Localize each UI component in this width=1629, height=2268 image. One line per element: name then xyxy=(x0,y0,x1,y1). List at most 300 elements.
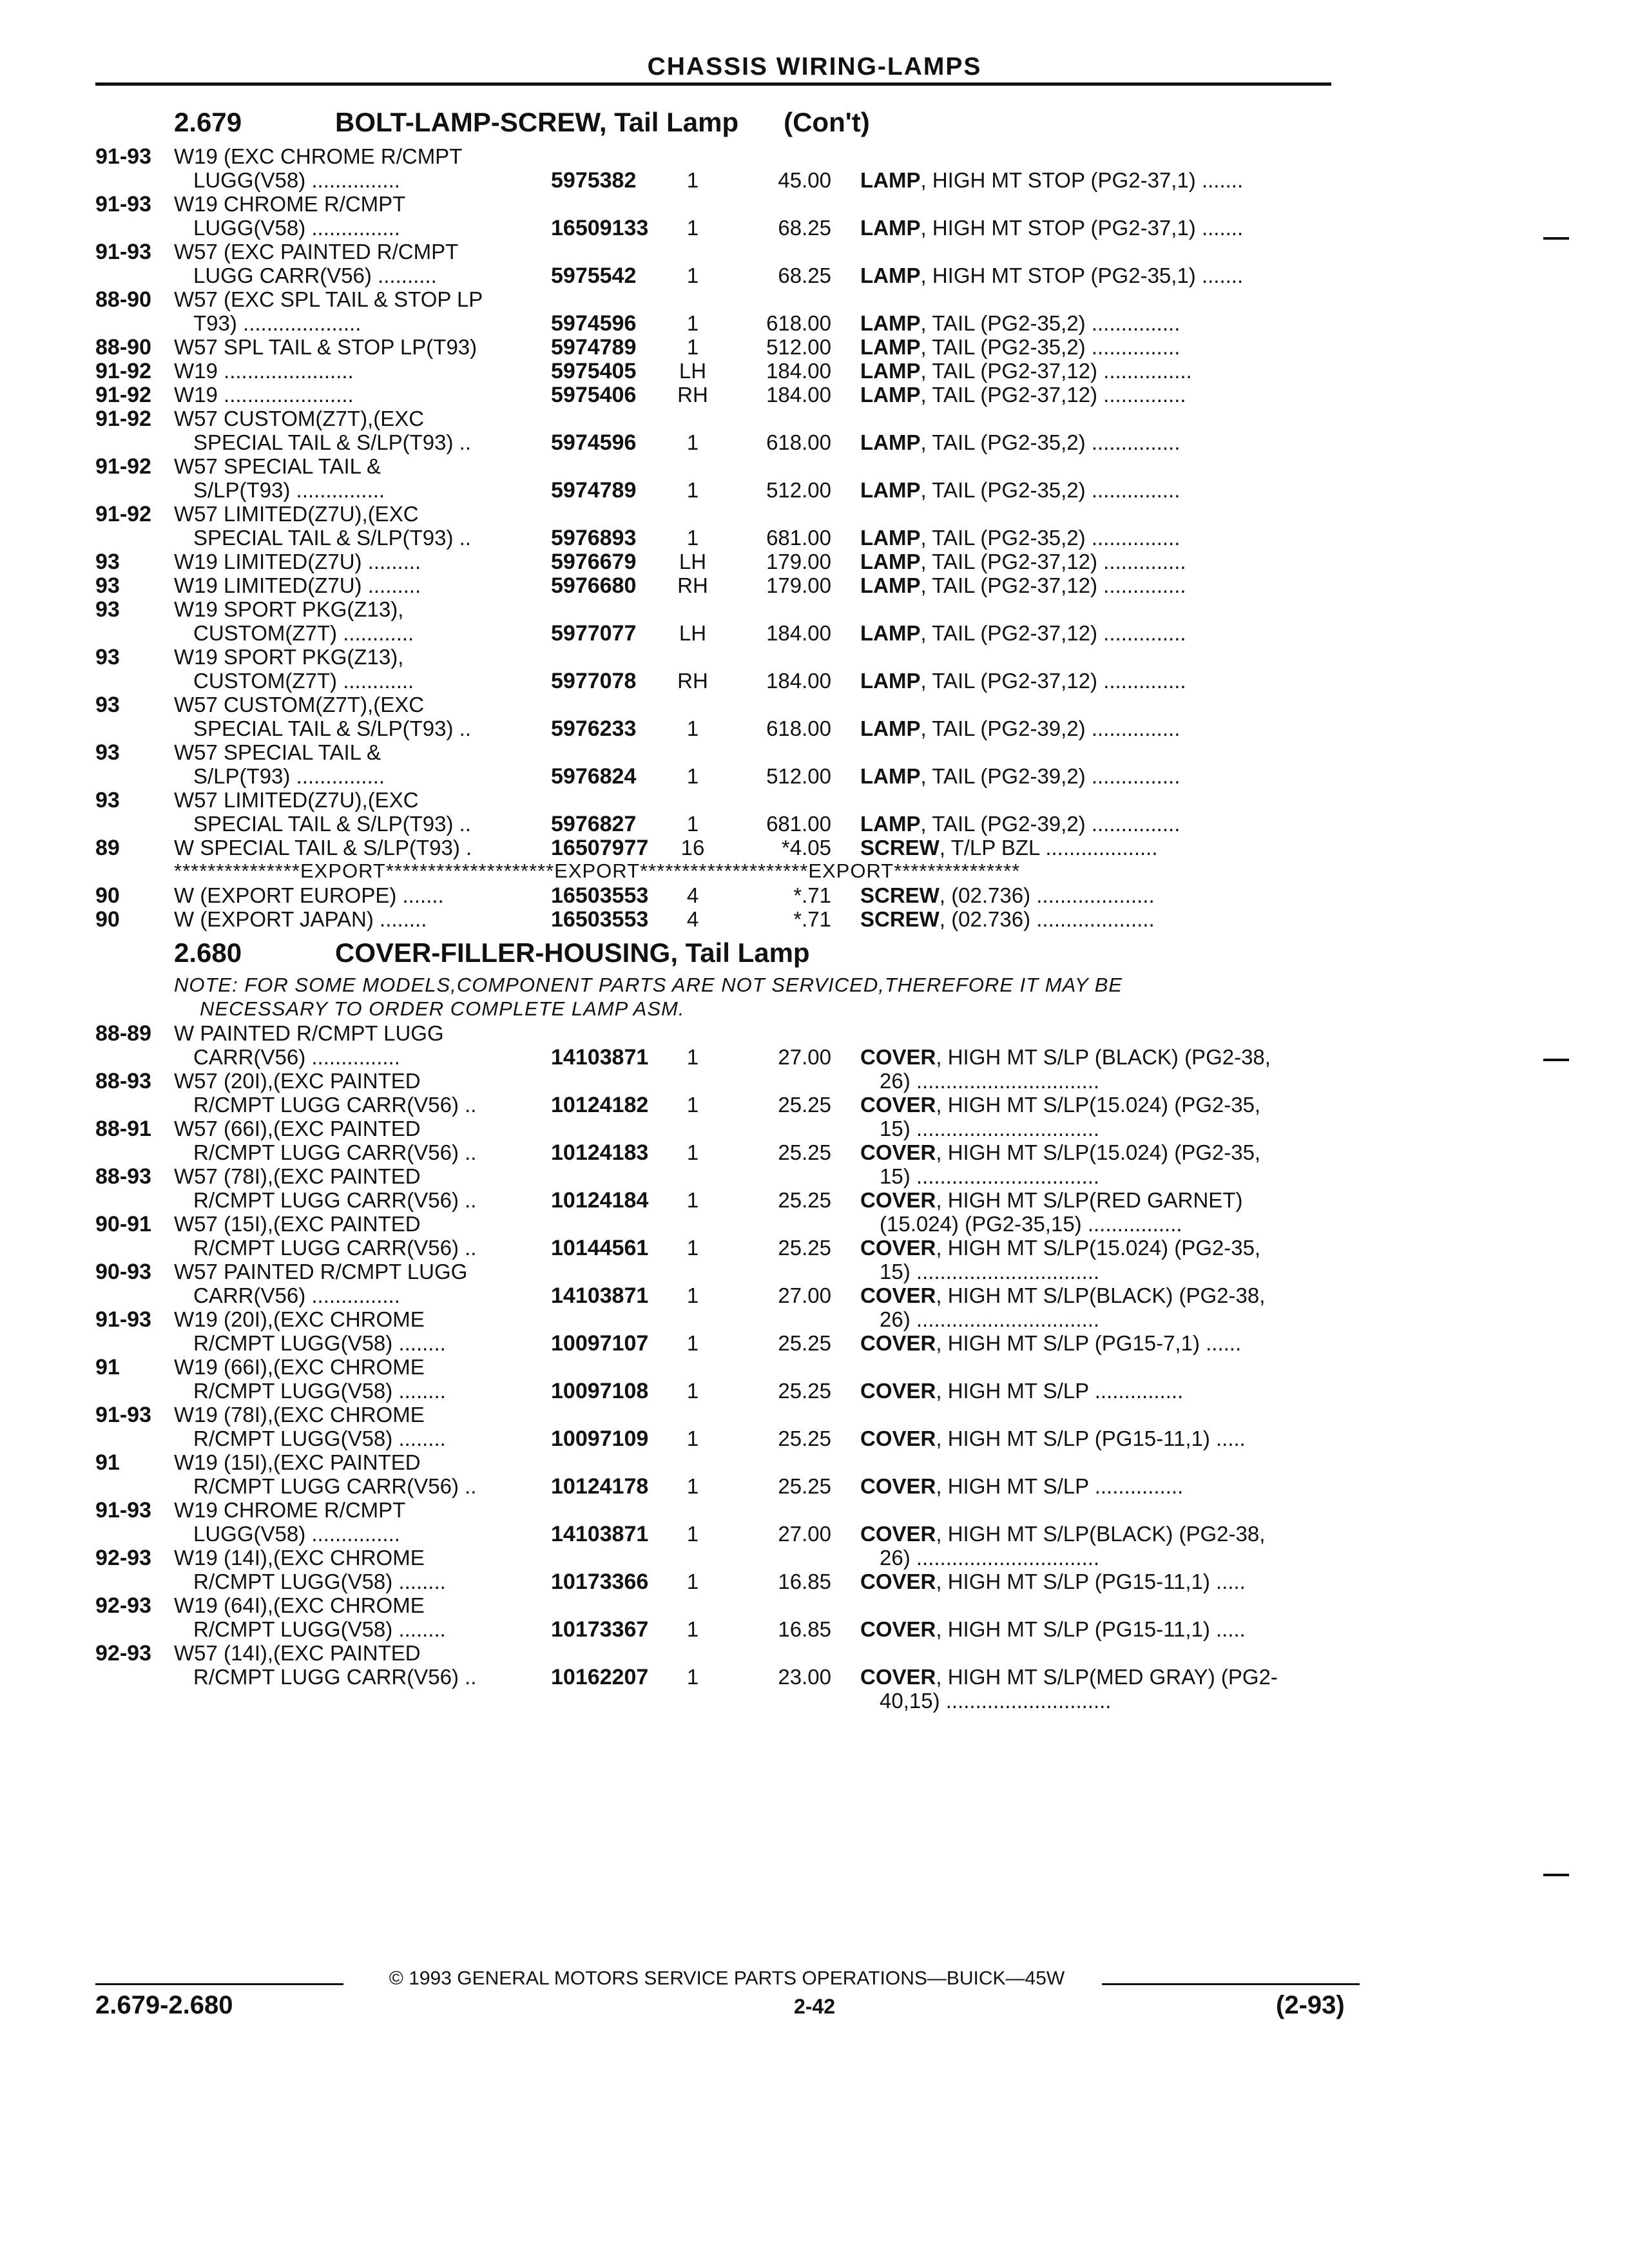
row-quantity: 1 xyxy=(686,335,699,359)
row-price: 184.00 xyxy=(766,621,831,645)
part-noun: LAMP, TAIL (PG2-39,2) ............... xyxy=(860,764,1181,788)
row-quantity: 1 xyxy=(686,1570,699,1593)
noun-detail: HIGH MT S/LP (PG15-11,1) ..... xyxy=(947,1617,1246,1641)
row-price: 25.25 xyxy=(778,1427,831,1450)
row-years: 91-92 xyxy=(95,454,151,479)
section-note: NOTE: FOR SOME MODELS,COMPONENT PARTS ARE NOT SERVICED,THEREFORE IT MAY BE xyxy=(174,974,1123,996)
row-years: 90 xyxy=(95,907,120,932)
part-number: 5977077 xyxy=(551,621,637,646)
part-noun: LAMP, TAIL (PG2-35,2) ............... xyxy=(860,311,1181,335)
row-description: W19 CHROME R/CMPT xyxy=(174,1498,406,1522)
noun-detail-continued: 26) ............................... xyxy=(880,1546,1100,1570)
row-description: W19 (64I),(EXC CHROME xyxy=(174,1593,425,1617)
row-price: 618.00 xyxy=(766,716,831,740)
row-description: W57 (14I),(EXC PAINTED xyxy=(174,1641,421,1665)
part-number: 5976893 xyxy=(551,526,637,550)
row-quantity: 1 xyxy=(686,716,699,740)
row-years: 91 xyxy=(95,1355,120,1379)
noun-detail: HIGH MT S/LP (PG15-7,1) ...... xyxy=(947,1331,1242,1355)
row-description: W (EXPORT EUROPE) ....... xyxy=(174,883,444,907)
noun-name: LAMP xyxy=(860,573,921,597)
row-description: R/CMPT LUGG CARR(V56) .. xyxy=(193,1474,477,1498)
row-years: 89 xyxy=(95,836,120,860)
row-quantity: 1 xyxy=(686,1283,699,1307)
row-quantity: 1 xyxy=(686,1140,699,1164)
row-price: 681.00 xyxy=(766,526,831,550)
noun-name: COVER xyxy=(860,1617,936,1641)
part-noun: LAMP, HIGH MT STOP (PG2-37,1) ....... xyxy=(860,216,1244,240)
row-description: W19 (78I),(EXC CHROME xyxy=(174,1403,425,1427)
part-number: 10124182 xyxy=(551,1093,649,1117)
row-quantity: 16 xyxy=(680,836,705,860)
row-quantity: 4 xyxy=(686,883,699,907)
row-description: W19 LIMITED(Z7U) ......... xyxy=(174,550,421,573)
row-description: W57 PAINTED R/CMPT LUGG xyxy=(174,1260,468,1283)
part-number: 5976679 xyxy=(551,550,637,574)
part-noun: COVER, HIGH MT S/LP (PG15-11,1) ..... xyxy=(860,1427,1246,1450)
row-description: CARR(V56) ............... xyxy=(193,1045,400,1069)
row-quantity: 1 xyxy=(686,764,699,788)
noun-name: LAMP xyxy=(860,216,921,240)
noun-detail: (02.736) .................... xyxy=(951,907,1155,931)
row-price: *.71 xyxy=(793,907,831,931)
noun-name: SCREW xyxy=(860,836,940,860)
part-number: 5975406 xyxy=(551,383,637,407)
row-description: R/CMPT LUGG CARR(V56) .. xyxy=(193,1188,477,1212)
part-number: 10124184 xyxy=(551,1188,649,1213)
row-price: 25.25 xyxy=(778,1093,831,1117)
row-years: 92-93 xyxy=(95,1593,151,1618)
row-description: W PAINTED R/CMPT LUGG xyxy=(174,1021,444,1045)
part-number: 14103871 xyxy=(551,1522,649,1546)
noun-detail-continued: 15) ............................... xyxy=(880,1260,1100,1283)
row-description: CARR(V56) ............... xyxy=(193,1283,400,1307)
row-description: W57 (EXC PAINTED R/CMPT xyxy=(174,240,459,264)
row-description: LUGG CARR(V56) .......... xyxy=(193,264,437,287)
part-number: 16509133 xyxy=(551,216,649,240)
noun-detail: TAIL (PG2-35,2) ............... xyxy=(932,526,1181,550)
row-description: W57 (78I),(EXC PAINTED xyxy=(174,1164,421,1188)
part-noun: COVER, HIGH MT S/LP (PG15-11,1) ..... xyxy=(860,1570,1246,1593)
noun-name: COVER xyxy=(860,1474,936,1498)
continued-label: (Con't) xyxy=(784,107,870,137)
noun-name: LAMP xyxy=(860,168,921,192)
noun-name: COVER xyxy=(860,1188,936,1212)
noun-detail: TAIL (PG2-37,12) ............... xyxy=(932,359,1192,383)
row-description: SPECIAL TAIL & S/LP(T93) .. xyxy=(193,716,471,740)
row-price: 16.85 xyxy=(778,1617,831,1641)
part-noun: LAMP, HIGH MT STOP (PG2-35,1) ....... xyxy=(860,264,1244,287)
noun-detail-continued: 26) ............................... xyxy=(880,1307,1100,1331)
noun-name: COVER xyxy=(860,1570,936,1593)
row-quantity: 1 xyxy=(686,1474,699,1498)
row-quantity: LH xyxy=(679,621,707,645)
part-number: 10144561 xyxy=(551,1236,649,1260)
noun-detail: HIGH MT S/LP(15.024) (PG2-35, xyxy=(947,1140,1261,1164)
row-quantity: 1 xyxy=(686,1617,699,1641)
noun-name: COVER xyxy=(860,1236,936,1260)
part-number: 5974596 xyxy=(551,430,637,455)
part-noun: LAMP, TAIL (PG2-37,12) .............. xyxy=(860,669,1186,693)
row-quantity: RH xyxy=(677,383,708,407)
row-description: T93) .................... xyxy=(193,311,361,335)
row-description: W19 (14I),(EXC CHROME xyxy=(174,1546,425,1570)
part-noun: LAMP, TAIL (PG2-35,2) ............... xyxy=(860,430,1181,454)
noun-detail: TAIL (PG2-35,2) ............... xyxy=(932,430,1181,454)
noun-detail: HIGH MT S/LP(BLACK) (PG2-38, xyxy=(947,1283,1266,1307)
noun-detail: TAIL (PG2-37,12) .............. xyxy=(932,383,1186,407)
row-quantity: 1 xyxy=(686,1522,699,1546)
part-number: 5975405 xyxy=(551,359,637,383)
noun-detail: HIGH MT S/LP(BLACK) (PG2-38, xyxy=(947,1522,1266,1546)
noun-detail: HIGH MT S/LP ............... xyxy=(947,1379,1184,1403)
row-description: W19 LIMITED(Z7U) ......... xyxy=(174,573,421,597)
row-quantity: 1 xyxy=(686,1427,699,1450)
row-description: W57 (EXC SPL TAIL & STOP LP xyxy=(174,287,483,311)
noun-name: LAMP xyxy=(860,812,921,836)
header-rule xyxy=(95,82,1331,86)
row-years: 88-89 xyxy=(95,1021,151,1046)
row-quantity: 1 xyxy=(686,1188,699,1212)
export-divider: ***************EXPORT********************EXPORT********************EXPORT*************** xyxy=(174,860,1021,882)
part-number: 10124183 xyxy=(551,1140,649,1165)
part-number: 5976233 xyxy=(551,716,637,741)
row-years: 88-93 xyxy=(95,1069,151,1093)
section-heading xyxy=(174,937,810,968)
row-price: 512.00 xyxy=(766,764,831,788)
part-number: 10173366 xyxy=(551,1570,649,1594)
row-price: 25.25 xyxy=(778,1188,831,1212)
noun-detail: TAIL (PG2-37,12) .............. xyxy=(932,573,1186,597)
noun-name: LAMP xyxy=(860,335,921,359)
row-description: W19 ...................... xyxy=(174,383,354,407)
row-description: W19 CHROME R/CMPT xyxy=(174,192,406,216)
row-price: 27.00 xyxy=(778,1522,831,1546)
row-description: W19 ...................... xyxy=(174,359,354,383)
noun-detail-continued: 15) ............................... xyxy=(880,1117,1100,1140)
noun-detail-continued: 40,15) ............................ xyxy=(880,1689,1112,1713)
part-noun: LAMP, HIGH MT STOP (PG2-37,1) ....... xyxy=(860,168,1244,192)
section-note: NECESSARY TO ORDER COMPLETE LAMP ASM. xyxy=(200,997,685,1020)
row-description: R/CMPT LUGG(V58) ........ xyxy=(193,1427,446,1450)
noun-detail-continued: 26) ............................... xyxy=(880,1069,1100,1093)
row-price: 179.00 xyxy=(766,550,831,573)
part-noun: COVER, HIGH MT S/LP (PG15-7,1) ...... xyxy=(860,1331,1242,1355)
noun-detail-continued: 15) ............................... xyxy=(880,1164,1100,1188)
row-quantity: RH xyxy=(677,573,708,597)
noun-name: LAMP xyxy=(860,550,921,573)
row-price: 25.25 xyxy=(778,1474,831,1498)
row-description: CUSTOM(Z7T) ............ xyxy=(193,669,414,693)
noun-name: COVER xyxy=(860,1283,936,1307)
part-noun: LAMP, TAIL (PG2-37,12) .............. xyxy=(860,573,1186,597)
row-years: 91-93 xyxy=(95,240,151,264)
row-price: 23.00 xyxy=(778,1665,831,1689)
row-price: 68.25 xyxy=(778,264,831,287)
part-noun: COVER, HIGH MT S/LP ............... xyxy=(860,1474,1184,1498)
row-description: R/CMPT LUGG(V58) ........ xyxy=(193,1379,446,1403)
noun-detail: TAIL (PG2-35,2) ............... xyxy=(932,311,1181,335)
noun-detail: HIGH MT STOP (PG2-37,1) ....... xyxy=(932,168,1244,192)
noun-name: LAMP xyxy=(860,526,921,550)
row-years: 93 xyxy=(95,788,120,812)
part-number: 5976824 xyxy=(551,764,637,789)
row-price: 184.00 xyxy=(766,669,831,693)
row-quantity: 1 xyxy=(686,812,699,836)
part-noun: LAMP, TAIL (PG2-35,2) ............... xyxy=(860,526,1181,550)
footer-copyright: © 1993 GENERAL MOTORS SERVICE PARTS OPERATIONS—BUICK—45W xyxy=(389,1968,1065,1989)
noun-detail: HIGH MT S/LP (PG15-11,1) ..... xyxy=(947,1570,1246,1593)
row-price: 512.00 xyxy=(766,335,831,359)
row-description: LUGG(V58) ............... xyxy=(193,216,400,240)
row-price: 25.25 xyxy=(778,1379,831,1403)
row-price: 184.00 xyxy=(766,383,831,407)
row-price: 25.25 xyxy=(778,1236,831,1260)
row-years: 93 xyxy=(95,740,120,765)
noun-name: COVER xyxy=(860,1140,936,1164)
noun-detail: TAIL (PG2-35,2) ............... xyxy=(932,478,1181,502)
part-noun: COVER, HIGH MT S/LP(15.024) (PG2-35, xyxy=(860,1093,1261,1117)
row-quantity: 1 xyxy=(686,1331,699,1355)
row-description: CUSTOM(Z7T) ............ xyxy=(193,621,414,645)
row-description: W19 (66I),(EXC CHROME xyxy=(174,1355,425,1379)
noun-name: LAMP xyxy=(860,383,921,407)
row-years: 93 xyxy=(95,573,120,598)
row-description: W (EXPORT JAPAN) ........ xyxy=(174,907,427,931)
noun-detail: TAIL (PG2-39,2) ............... xyxy=(932,764,1181,788)
row-quantity: 4 xyxy=(686,907,699,931)
margin-mark xyxy=(1543,1874,1569,1876)
row-years: 90-91 xyxy=(95,1212,151,1236)
part-noun: SCREW, T/LP BZL ................... xyxy=(860,836,1158,860)
margin-mark xyxy=(1543,1059,1569,1061)
part-number: 5976680 xyxy=(551,573,637,598)
row-years: 91-93 xyxy=(95,1403,151,1427)
noun-name: LAMP xyxy=(860,716,921,740)
row-description: W57 LIMITED(Z7U),(EXC xyxy=(174,502,419,526)
row-description: W19 SPORT PKG(Z13), xyxy=(174,645,404,669)
part-noun: COVER, HIGH MT S/LP(BLACK) (PG2-38, xyxy=(860,1522,1266,1546)
part-noun: COVER, HIGH MT S/LP(15.024) (PG2-35, xyxy=(860,1140,1261,1164)
noun-detail: HIGH MT STOP (PG2-35,1) ....... xyxy=(932,264,1244,287)
row-years: 88-93 xyxy=(95,1164,151,1189)
noun-detail: HIGH MT STOP (PG2-37,1) ....... xyxy=(932,216,1244,240)
part-noun: COVER, HIGH MT S/LP(15.024) (PG2-35, xyxy=(860,1236,1261,1260)
row-years: 90 xyxy=(95,883,120,908)
row-price: 184.00 xyxy=(766,359,831,383)
part-noun: SCREW, (02.736) .................... xyxy=(860,907,1155,931)
noun-name: LAMP xyxy=(860,764,921,788)
row-price: 45.00 xyxy=(778,168,831,192)
part-noun: COVER, HIGH MT S/LP (PG15-11,1) ..... xyxy=(860,1617,1246,1641)
section-heading xyxy=(174,107,870,138)
row-description: R/CMPT LUGG(V58) ........ xyxy=(193,1570,446,1593)
section-number: 2.680 xyxy=(174,937,242,968)
noun-detail: T/LP BZL ................... xyxy=(950,836,1158,860)
noun-name: LAMP xyxy=(860,430,921,454)
part-noun: LAMP, TAIL (PG2-37,12) ............... xyxy=(860,359,1192,383)
row-description: W57 SPECIAL TAIL & xyxy=(174,454,381,478)
noun-name: LAMP xyxy=(860,478,921,502)
row-years: 93 xyxy=(95,645,120,669)
part-number: 5974596 xyxy=(551,311,637,336)
row-description: W57 SPECIAL TAIL & xyxy=(174,740,381,764)
part-number: 5974789 xyxy=(551,478,637,503)
row-quantity: 1 xyxy=(686,478,699,502)
part-number: 14103871 xyxy=(551,1283,649,1308)
row-price: *.71 xyxy=(793,883,831,907)
noun-detail: HIGH MT S/LP (PG15-11,1) ..... xyxy=(947,1427,1246,1450)
part-number: 5977078 xyxy=(551,669,637,693)
part-number: 5975542 xyxy=(551,264,637,288)
margin-mark xyxy=(1543,237,1569,240)
row-description: R/CMPT LUGG CARR(V56) .. xyxy=(193,1236,477,1260)
part-noun: COVER, HIGH MT S/LP ............... xyxy=(860,1379,1184,1403)
noun-detail: HIGH MT S/LP(15.024) (PG2-35, xyxy=(947,1093,1261,1117)
row-quantity: 1 xyxy=(686,1665,699,1689)
row-quantity: 1 xyxy=(686,1045,699,1069)
noun-detail: TAIL (PG2-39,2) ............... xyxy=(932,812,1181,836)
row-description: SPECIAL TAIL & S/LP(T93) .. xyxy=(193,812,471,836)
noun-name: SCREW xyxy=(860,883,940,907)
row-description: S/LP(T93) ............... xyxy=(193,764,385,788)
row-description: W57 CUSTOM(Z7T),(EXC xyxy=(174,407,425,430)
footer-revision: (2-93) xyxy=(1276,1991,1345,2019)
part-number: 16507977 xyxy=(551,836,649,860)
part-number: 16503553 xyxy=(551,907,649,932)
part-number: 5976827 xyxy=(551,812,637,836)
row-years: 91-92 xyxy=(95,502,151,526)
part-noun: LAMP, TAIL (PG2-37,12) .............. xyxy=(860,621,1186,645)
row-years: 88-90 xyxy=(95,335,151,360)
row-years: 91-93 xyxy=(95,144,151,169)
section-title: BOLT-LAMP-SCREW, Tail Lamp xyxy=(335,107,739,137)
row-price: 27.00 xyxy=(778,1045,831,1069)
part-noun: LAMP, TAIL (PG2-35,2) ............... xyxy=(860,478,1181,502)
noun-detail: TAIL (PG2-39,2) ............... xyxy=(932,716,1181,740)
noun-detail: TAIL (PG2-35,2) ............... xyxy=(932,335,1181,359)
row-quantity: 1 xyxy=(686,526,699,550)
noun-detail: HIGH MT S/LP(RED GARNET) xyxy=(947,1188,1243,1212)
row-price: 16.85 xyxy=(778,1570,831,1593)
noun-detail: HIGH MT S/LP ............... xyxy=(947,1474,1184,1498)
row-description: R/CMPT LUGG(V58) ........ xyxy=(193,1331,446,1355)
part-number: 10097107 xyxy=(551,1331,649,1356)
part-number: 5974789 xyxy=(551,335,637,360)
noun-name: COVER xyxy=(860,1665,936,1689)
row-years: 91-93 xyxy=(95,1307,151,1332)
row-description: W57 LIMITED(Z7U),(EXC xyxy=(174,788,419,812)
row-price: 68.25 xyxy=(778,216,831,240)
part-noun: LAMP, TAIL (PG2-39,2) ............... xyxy=(860,812,1181,836)
row-description: LUGG(V58) ............... xyxy=(193,1522,400,1546)
noun-name: COVER xyxy=(860,1331,936,1355)
part-number: 10173367 xyxy=(551,1617,649,1642)
row-quantity: 1 xyxy=(686,1236,699,1260)
noun-detail: (02.736) .................... xyxy=(951,883,1155,907)
part-noun: LAMP, TAIL (PG2-35,2) ............... xyxy=(860,335,1181,359)
noun-detail: TAIL (PG2-37,12) .............. xyxy=(932,550,1186,573)
noun-name: LAMP xyxy=(860,669,921,693)
part-number: 16503553 xyxy=(551,883,649,908)
row-quantity: 1 xyxy=(686,168,699,192)
part-noun: COVER, HIGH MT S/LP(BLACK) (PG2-38, xyxy=(860,1283,1266,1307)
row-quantity: 1 xyxy=(686,311,699,335)
noun-name: COVER xyxy=(860,1045,936,1069)
noun-name: LAMP xyxy=(860,311,921,335)
row-years: 91-92 xyxy=(95,383,151,407)
part-noun: COVER, HIGH MT S/LP (BLACK) (PG2-38, xyxy=(860,1045,1271,1069)
noun-detail: HIGH MT S/LP (BLACK) (PG2-38, xyxy=(947,1045,1271,1069)
row-description: W19 (EXC CHROME R/CMPT xyxy=(174,144,463,168)
part-noun: COVER, HIGH MT S/LP(MED GRAY) (PG2- xyxy=(860,1665,1278,1689)
row-years: 92-93 xyxy=(95,1546,151,1570)
part-noun: LAMP, TAIL (PG2-37,12) .............. xyxy=(860,383,1186,407)
row-description: W19 SPORT PKG(Z13), xyxy=(174,597,404,621)
row-years: 93 xyxy=(95,550,120,574)
row-years: 90-93 xyxy=(95,1260,151,1284)
part-noun: SCREW, (02.736) .................... xyxy=(860,883,1155,907)
part-number: 10162207 xyxy=(551,1665,649,1689)
row-description: W57 (20I),(EXC PAINTED xyxy=(174,1069,421,1093)
row-description: S/LP(T93) ............... xyxy=(193,478,385,502)
part-number: 5975382 xyxy=(551,168,637,193)
row-years: 91 xyxy=(95,1450,120,1475)
row-price: 25.25 xyxy=(778,1331,831,1355)
row-years: 91-92 xyxy=(95,407,151,431)
row-years: 92-93 xyxy=(95,1641,151,1666)
noun-name: LAMP xyxy=(860,264,921,287)
page-header: CHASSIS WIRING-LAMPS xyxy=(647,53,982,81)
row-description: R/CMPT LUGG(V58) ........ xyxy=(193,1617,446,1641)
row-quantity: LH xyxy=(679,550,707,573)
row-years: 88-90 xyxy=(95,287,151,312)
part-noun: LAMP, TAIL (PG2-37,12) .............. xyxy=(860,550,1186,573)
noun-detail-continued: (15.024) (PG2-35,15) ................ xyxy=(880,1212,1182,1236)
noun-detail: TAIL (PG2-37,12) .............. xyxy=(932,669,1186,693)
row-price: 27.00 xyxy=(778,1283,831,1307)
noun-name: SCREW xyxy=(860,907,940,931)
part-number: 14103871 xyxy=(551,1045,649,1070)
row-quantity: 1 xyxy=(686,216,699,240)
section-title: COVER-FILLER-HOUSING, Tail Lamp xyxy=(335,937,810,968)
footer-page-number: 2-42 xyxy=(793,1995,836,2018)
row-quantity: 1 xyxy=(686,430,699,454)
row-quantity: 1 xyxy=(686,1379,699,1403)
row-description: W57 CUSTOM(Z7T),(EXC xyxy=(174,693,425,716)
row-description: W57 (15I),(EXC PAINTED xyxy=(174,1212,421,1236)
noun-detail: HIGH MT S/LP(MED GRAY) (PG2- xyxy=(947,1665,1278,1689)
row-price: 179.00 xyxy=(766,573,831,597)
part-noun: LAMP, TAIL (PG2-39,2) ............... xyxy=(860,716,1181,740)
row-description: W57 (66I),(EXC PAINTED xyxy=(174,1117,421,1140)
row-price: 25.25 xyxy=(778,1140,831,1164)
row-years: 91-93 xyxy=(95,192,151,216)
row-description: W19 (20I),(EXC CHROME xyxy=(174,1307,425,1331)
row-description: LUGG(V58) ............... xyxy=(193,168,400,192)
section-number: 2.679 xyxy=(174,107,242,137)
row-description: R/CMPT LUGG CARR(V56) .. xyxy=(193,1665,477,1689)
row-quantity: LH xyxy=(679,359,707,383)
noun-detail: TAIL (PG2-37,12) .............. xyxy=(932,621,1186,645)
noun-detail: HIGH MT S/LP(15.024) (PG2-35, xyxy=(947,1236,1261,1260)
row-price: 681.00 xyxy=(766,812,831,836)
row-years: 88-91 xyxy=(95,1117,151,1141)
row-price: 618.00 xyxy=(766,430,831,454)
row-quantity: 1 xyxy=(686,1093,699,1117)
row-description: W57 SPL TAIL & STOP LP(T93) xyxy=(174,335,477,359)
row-years: 91-92 xyxy=(95,359,151,383)
